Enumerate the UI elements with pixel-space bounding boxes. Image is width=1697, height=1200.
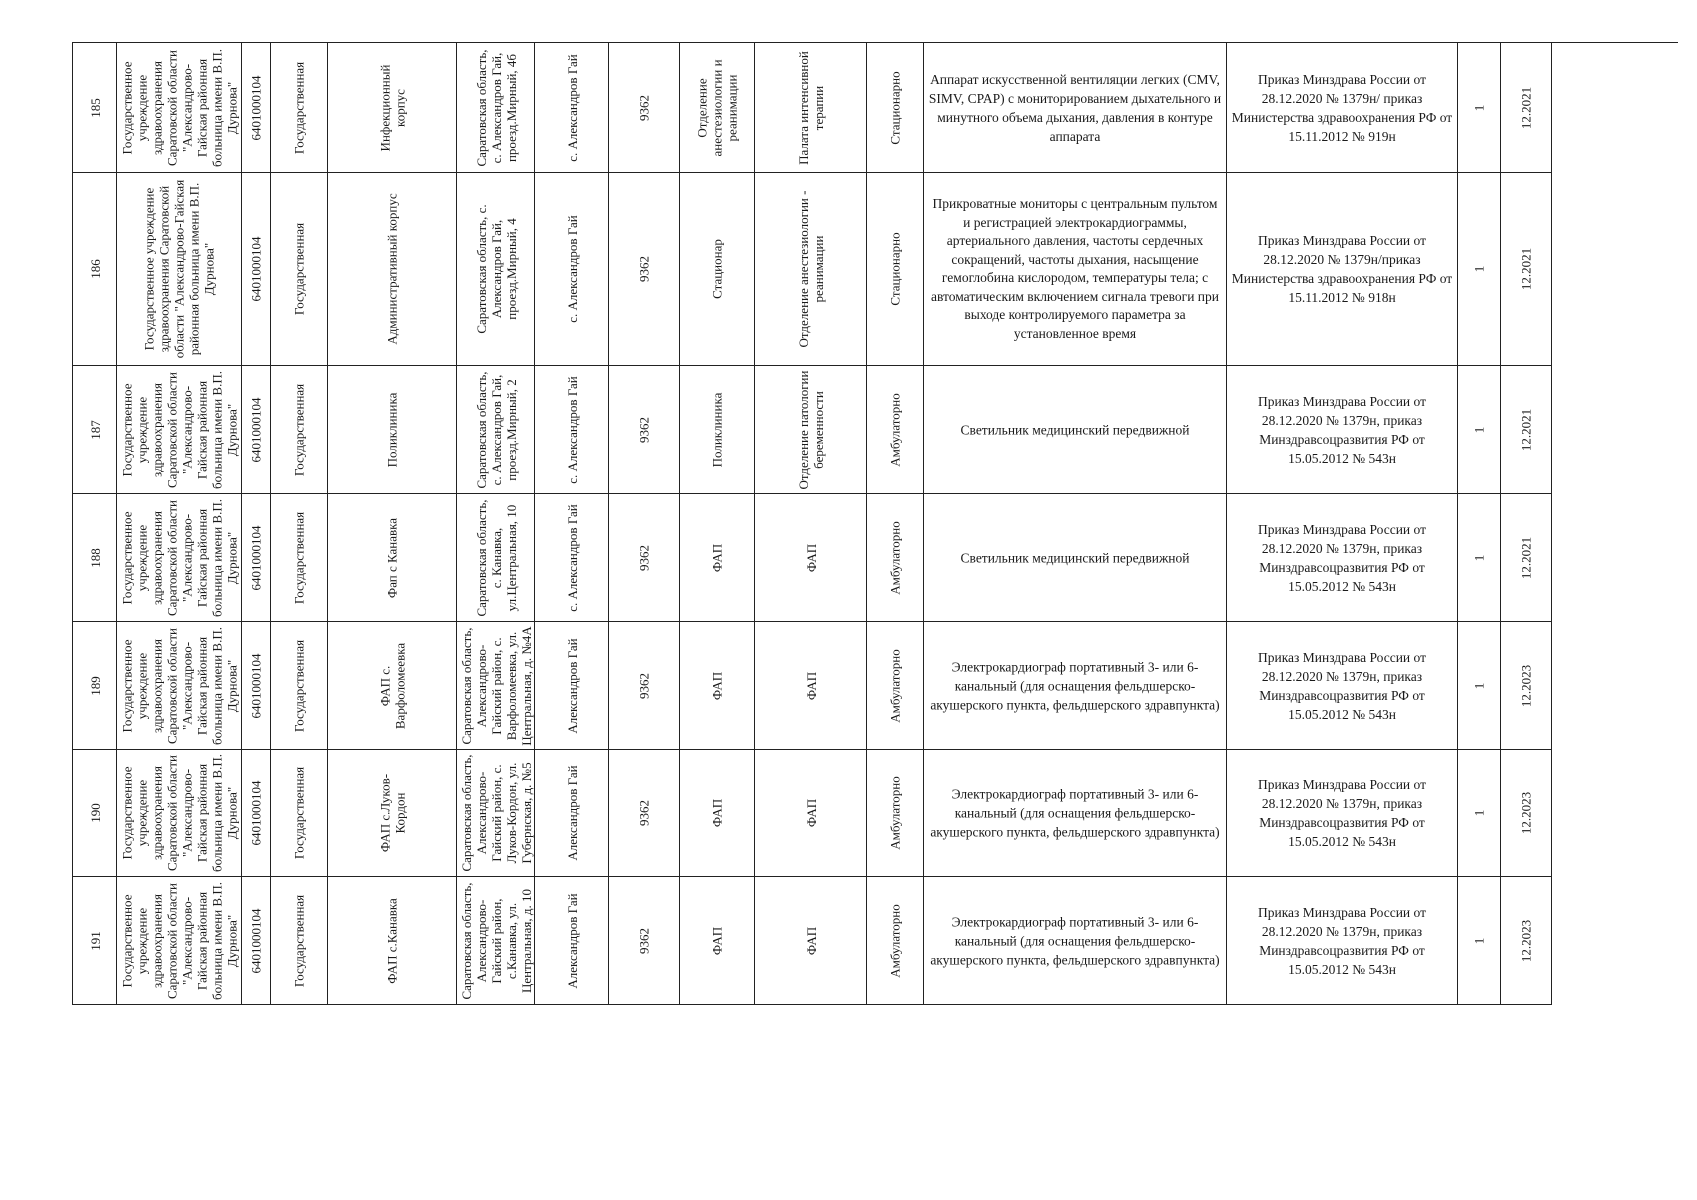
- cell-text-ownership: Государственная: [291, 61, 307, 154]
- cell-code: [609, 366, 680, 494]
- cell-department: [680, 494, 755, 622]
- cell-qty: [1458, 366, 1501, 494]
- cell-date: [1501, 43, 1552, 173]
- cell-mode: [867, 494, 924, 622]
- cell-text-num: 191: [87, 930, 102, 951]
- cell-text-equipment: Светильник медицинский передвижной: [960, 422, 1190, 437]
- cell-text-equipment: Прикроватные мониторы с центральным пультом и регистрацией электрокардиограммы, артериального давления, частоты сердечных сокращений, частоты дыхания, насыщение гемоглобина кислородом, температуры тела; с автоматическим включением сигнала тревоги при выходе контролируемого параметра за установленное время: [930, 196, 1220, 341]
- cell-text-ownership: Государственная: [291, 383, 307, 476]
- cell-org: [117, 43, 242, 173]
- cell-code: [609, 750, 680, 877]
- cell-ownership: [271, 43, 328, 173]
- cell-locality: [535, 494, 609, 622]
- cell-text-date: 12.2023: [1518, 791, 1534, 835]
- cell-text-qty: 1: [1471, 554, 1487, 561]
- cell-mode: [867, 43, 924, 173]
- cell-order: [1227, 366, 1458, 494]
- cell-locality: [535, 877, 609, 1005]
- cell-text-mode: Амбулаторно: [887, 648, 903, 723]
- cell-text-code: 9362: [636, 94, 652, 121]
- cell-org: [117, 366, 242, 494]
- cell-code: [609, 173, 680, 366]
- cell-inn: [242, 173, 271, 366]
- cell-text-date: 12.2023: [1518, 919, 1534, 962]
- cell-building: [328, 366, 457, 494]
- cell-text-date: 12.2021: [1518, 247, 1534, 291]
- cell-text-equipment: Аппарат искусственной вентиляции легких (CMV, SIMV, CPAP) с мониторированием дыхательного и минутного объема дыхания, давления в контуре аппарата: [928, 71, 1222, 144]
- cell-department: [680, 750, 755, 877]
- cell-num: [73, 622, 117, 750]
- cell-ownership: [271, 877, 328, 1005]
- cell-text-order: Приказ Минздрава России от 28.12.2020 № 1379н, приказ Минздравсоцразвития РФ от 15.05.2012 № 543н: [1257, 777, 1427, 849]
- cell-text-locality: Александров Гай: [564, 637, 579, 734]
- cell-text-unit: Отделение анестезиологии - реанимации: [795, 190, 826, 348]
- cell-inn: [242, 750, 271, 877]
- cell-address: [457, 877, 535, 1005]
- cell-text-unit: ФАП: [803, 671, 818, 700]
- cell-text-num: 189: [87, 675, 102, 696]
- cell-date: [1501, 750, 1552, 877]
- cell-ownership: [271, 366, 328, 494]
- cell-text-date: 12.2021: [1518, 86, 1534, 129]
- cell-equipment: [924, 366, 1227, 494]
- cell-text-building: ФАП с.Луков-Кордон: [377, 773, 407, 853]
- cell-date: [1501, 366, 1552, 494]
- cell-org: [117, 173, 242, 366]
- cell-text-inn: 6401000104: [248, 525, 264, 590]
- cell-text-qty: 1: [1471, 809, 1487, 817]
- cell-equipment: [924, 877, 1227, 1005]
- cell-text-ownership: Государственная: [291, 639, 307, 732]
- cell-text-code: 9362: [636, 544, 652, 571]
- cell-inn: [242, 622, 271, 750]
- cell-department: [680, 43, 755, 173]
- cell-text-mode: Амбулаторно: [887, 903, 903, 978]
- cell-text-unit: ФАП: [803, 798, 818, 828]
- cell-text-org: Государственное учреждение здравоохранения Саратовской области "Александрово-Гайская районная больница имени В.П. Дурнова": [141, 179, 217, 359]
- cell-text-department: Поликлиника: [709, 392, 725, 467]
- cell-text-locality: с. Александров Гай: [564, 53, 579, 162]
- cell-text-unit: Палата интенсивной терапии: [795, 50, 826, 165]
- cell-unit: [755, 173, 867, 366]
- cell-code: [609, 43, 680, 173]
- cell-unit: [755, 494, 867, 622]
- cell-locality: [535, 43, 609, 173]
- cell-text-org: Государственное учреждение здравоохранения Саратовской области "Александрово-Гайская районная больница имени В.П. Дурнова": [119, 498, 239, 617]
- cell-text-locality: с. Александров Гай: [564, 375, 579, 484]
- cell-locality: [535, 173, 609, 366]
- cell-text-order: Приказ Минздрава России от 28.12.2020 № 1379н/ приказ Министерства здравоохранения РФ от 15.11.2012 № 919н: [1231, 71, 1453, 144]
- table-row: [73, 750, 1678, 877]
- cell-text-num: 190: [87, 803, 102, 823]
- cell-ownership: [271, 750, 328, 877]
- cell-text-order: Приказ Минздрава России от 28.12.2020 № 1379н, приказ Минздравсоцразвития РФ от 15.05.2012 № 543н: [1257, 649, 1427, 722]
- cell-text-unit: Отделение патологии беременности: [795, 370, 826, 489]
- cell-equipment: [924, 494, 1227, 622]
- table-row: [73, 877, 1678, 1005]
- cell-text-locality: Александров Гай: [564, 892, 579, 989]
- cell-building: [328, 173, 457, 366]
- cell-address: [457, 750, 535, 877]
- cell-num: [73, 494, 117, 622]
- equipment-table: [72, 42, 1678, 1005]
- cell-unit: [755, 43, 867, 173]
- cell-text-num: 187: [87, 419, 102, 440]
- cell-locality: [535, 366, 609, 494]
- cell-text-address: Саратовская область, с. Александров Гай, проезд.Мирный, 4: [473, 204, 518, 334]
- cell-mode: [867, 622, 924, 750]
- cell-text-code: 9362: [636, 416, 652, 443]
- cell-text-address: Саратовская область, Александрово-Гайский район, с. Луков-Кордон, ул. Губернская, д. №5: [458, 754, 533, 872]
- cell-address: [457, 366, 535, 494]
- cell-text-building: Фап с Канавка: [384, 517, 400, 598]
- cell-text-equipment: Электрокардиограф портативный 3- или 6-канальный (для оснащения фельдшерско-акушерского пункта, фельдшерского здравпункта): [930, 786, 1220, 840]
- cell-text-code: 9362: [636, 800, 652, 826]
- cell-org: [117, 494, 242, 622]
- cell-text-ownership: Государственная: [291, 511, 307, 604]
- cell-text-inn: 6401000104: [248, 397, 264, 462]
- cell-code: [609, 622, 680, 750]
- cell-unit: [755, 622, 867, 750]
- cell-text-building: ФАП с.Канавка: [384, 897, 400, 984]
- cell-locality: [535, 622, 609, 750]
- cell-text-building: Административный корпус: [384, 193, 400, 345]
- cell-text-order: Приказ Минздрава России от 28.12.2020 № 1379н, приказ Минздравсоцразвития РФ от 15.05.2012 № 543н: [1257, 521, 1427, 594]
- cell-text-ownership: Государственная: [291, 766, 307, 860]
- cell-text-mode: Стационарно: [887, 232, 903, 306]
- table-row: [73, 173, 1678, 366]
- cell-building: [328, 750, 457, 877]
- cell-text-unit: ФАП: [803, 926, 818, 955]
- cell-text-qty: 1: [1471, 682, 1487, 689]
- cell-mode: [867, 173, 924, 366]
- cell-org: [117, 877, 242, 1005]
- cell-qty: [1458, 750, 1501, 877]
- cell-inn: [242, 43, 271, 173]
- cell-date: [1501, 494, 1552, 622]
- table-row: [73, 494, 1678, 622]
- cell-unit: [755, 750, 867, 877]
- cell-text-equipment: Электрокардиограф портативный 3- или 6-канальный (для оснащения фельдшерско-акушерского пункта, фельдшерского здравпункта): [930, 659, 1220, 712]
- cell-text-mode: Стационарно: [887, 70, 903, 145]
- cell-text-org: Государственное учреждение здравоохранения Саратовской области "Александрово-Гайская районная больница имени В.П. Дурнова": [119, 370, 239, 489]
- table-row: [73, 43, 1678, 173]
- cell-building: [328, 494, 457, 622]
- cell-text-equipment: Светильник медицинский передвижной: [960, 550, 1190, 565]
- cell-text-order: Приказ Минздрава России от 28.12.2020 № 1379н, приказ Минздравсоцразвития РФ от 15.05.2012 № 543н: [1257, 393, 1427, 466]
- cell-code: [609, 494, 680, 622]
- cell-qty: [1458, 173, 1501, 366]
- cell-text-locality: с. Александров Гай: [564, 503, 579, 612]
- cell-unit: [755, 366, 867, 494]
- cell-text-inn: 6401000104: [248, 236, 264, 302]
- cell-text-department: Стационар: [709, 239, 725, 299]
- cell-text-date: 12.2021: [1518, 408, 1534, 451]
- cell-text-department: ФАП: [709, 798, 725, 828]
- cell-text-inn: 6401000104: [248, 75, 264, 140]
- cell-text-inn: 6401000104: [248, 908, 264, 973]
- cell-text-address: Саратовская область, с. Канавка, ул.Центральная, 10: [473, 499, 518, 617]
- cell-text-order: Приказ Минздрава России от 28.12.2020 № 1379н, приказ Минздравсоцразвития РФ от 15.05.2012 № 543н: [1257, 904, 1427, 977]
- cell-inn: [242, 877, 271, 1005]
- cell-text-qty: 1: [1471, 937, 1487, 944]
- cell-num: [73, 750, 117, 877]
- cell-text-department: Отделение анестезиологии и реанимации: [694, 58, 740, 157]
- cell-text-address: Саратовская область, Александрово-Гайский район, с. Варфоломеевка, ул. Центральная, д. №4А: [458, 625, 533, 746]
- cell-text-org: Государственное учреждение здравоохранения Саратовской области "Александрово-Гайская районная больница имени В.П. Дурнова": [119, 754, 239, 872]
- cell-mode: [867, 750, 924, 877]
- cell-equipment: [924, 173, 1227, 366]
- cell-qty: [1458, 43, 1501, 173]
- cell-order: [1227, 494, 1458, 622]
- cell-text-org: Государственное учреждение здравоохранения Саратовской области "Александрово-Гайская районная больница имени В.П. Дурнова": [119, 48, 239, 167]
- cell-text-building: Поликлиника: [384, 392, 400, 467]
- cell-department: [680, 173, 755, 366]
- cell-num: [73, 877, 117, 1005]
- cell-text-code: 9362: [636, 672, 652, 699]
- cell-text-num: 188: [87, 547, 102, 568]
- cell-text-org: Государственное учреждение здравоохранения Саратовской области "Александрово-Гайская районная больница имени В.П. Дурнова": [119, 881, 239, 1000]
- cell-qty: [1458, 622, 1501, 750]
- cell-mode: [867, 877, 924, 1005]
- cell-text-address: Саратовская область, с. Александров Гай, проезд.Мирный, 4б: [473, 49, 518, 167]
- cell-text-locality: с. Александров Гай: [564, 215, 579, 323]
- cell-inn: [242, 366, 271, 494]
- cell-address: [457, 494, 535, 622]
- cell-qty: [1458, 877, 1501, 1005]
- cell-date: [1501, 173, 1552, 366]
- cell-text-department: ФАП: [709, 543, 725, 572]
- table-row: [73, 622, 1678, 750]
- cell-text-num: 185: [87, 97, 102, 118]
- cell-text-org: Государственное учреждение здравоохранения Саратовской области "Александрово-Гайская районная больница имени В.П. Дурнова": [119, 626, 239, 745]
- cell-mode: [867, 366, 924, 494]
- cell-equipment: [924, 750, 1227, 877]
- cell-address: [457, 622, 535, 750]
- cell-num: [73, 43, 117, 173]
- cell-locality: [535, 750, 609, 877]
- cell-department: [680, 877, 755, 1005]
- cell-org: [117, 622, 242, 750]
- cell-text-mode: Амбулаторно: [887, 520, 903, 595]
- cell-inn: [242, 494, 271, 622]
- cell-ownership: [271, 622, 328, 750]
- cell-text-ownership: Государственная: [291, 894, 307, 987]
- cell-order: [1227, 43, 1458, 173]
- cell-address: [457, 43, 535, 173]
- cell-text-date: 12.2021: [1518, 536, 1534, 579]
- cell-text-building: Инфекционный корпус: [377, 64, 407, 151]
- cell-date: [1501, 622, 1552, 750]
- cell-text-unit: ФАП: [803, 543, 818, 572]
- cell-date: [1501, 877, 1552, 1005]
- cell-text-order: Приказ Минздрава России от 28.12.2020 № 1379н/приказ Министерства здравоохранения РФ от 15.11.2012 № 918н: [1231, 233, 1453, 305]
- cell-equipment: [924, 622, 1227, 750]
- cell-text-qty: 1: [1471, 104, 1487, 111]
- cell-text-inn: 6401000104: [248, 653, 264, 718]
- cell-order: [1227, 622, 1458, 750]
- cell-text-qty: 1: [1471, 265, 1487, 273]
- cell-ownership: [271, 173, 328, 366]
- cell-order: [1227, 877, 1458, 1005]
- cell-text-address: Саратовская область, с. Александров Гай, проезд.Мирный, 2: [473, 371, 518, 489]
- cell-text-qty: 1: [1471, 426, 1487, 433]
- cell-num: [73, 366, 117, 494]
- cell-order: [1227, 173, 1458, 366]
- cell-building: [328, 877, 457, 1005]
- cell-ownership: [271, 494, 328, 622]
- cell-code: [609, 877, 680, 1005]
- cell-equipment: [924, 43, 1227, 173]
- cell-text-equipment: Электрокардиограф портативный 3- или 6-канальный (для оснащения фельдшерско-акушерского пункта, фельдшерского здравпункта): [930, 914, 1220, 967]
- cell-text-inn: 6401000104: [248, 780, 264, 846]
- cell-order: [1227, 750, 1458, 877]
- cell-building: [328, 622, 457, 750]
- cell-text-ownership: Государственная: [291, 222, 307, 316]
- cell-text-date: 12.2023: [1518, 664, 1534, 707]
- cell-text-locality: Александров Гай: [564, 765, 579, 861]
- cell-address: [457, 173, 535, 366]
- cell-text-mode: Амбулаторно: [887, 776, 903, 850]
- cell-text-num: 186: [87, 259, 102, 279]
- cell-text-code: 9362: [636, 256, 652, 282]
- cell-text-department: ФАП: [709, 926, 725, 955]
- table-row: [73, 366, 1678, 494]
- cell-text-address: Саратовская область, Александрово-Гайский район, с.Канавка, ул. Центральная, д. 10: [458, 882, 533, 1000]
- cell-text-mode: Амбулаторно: [887, 392, 903, 467]
- cell-num: [73, 173, 117, 366]
- cell-building: [328, 43, 457, 173]
- cell-text-department: ФАП: [709, 671, 725, 700]
- cell-org: [117, 750, 242, 877]
- cell-department: [680, 366, 755, 494]
- cell-qty: [1458, 494, 1501, 622]
- cell-unit: [755, 877, 867, 1005]
- cell-text-building: ФАП с. Варфоломеевка: [377, 642, 407, 729]
- cell-text-code: 9362: [636, 927, 652, 954]
- cell-department: [680, 622, 755, 750]
